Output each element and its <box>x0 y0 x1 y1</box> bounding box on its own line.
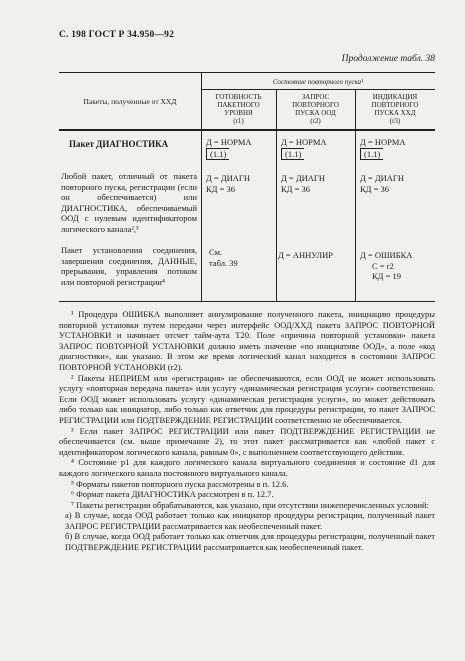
footnote-item: б) В случае, когда ООД работает только как ответчик для процедуры регистрации, полученный пакет ПОДТВЕРЖДЕНИЕ РЕГИСТРАЦИИ рассматривается как необеспеченный пакет. <box>65 531 435 553</box>
footnote-item: а) В случае, когда ООД работает только как инициатор процедуры регистрации, полученный пакет ЗАПРОС РЕГИСТРАЦИИ рассматривается как необеспеченный пакет. <box>65 510 435 531</box>
column-header-packets: Пакеты, полученные от ХХД <box>83 97 177 106</box>
table-cell: Д = ОШИБКА С = r2 КД = 19 <box>360 250 413 281</box>
state-header-r3: ИНДИКАЦИЯ ПОВТОРНОГО ПУСКА ХХД (r3) <box>371 93 419 125</box>
table-cell: См. табл. 39 <box>209 247 238 268</box>
row-label-any-packet: Любой пакет, отличный от пакета повторного пуска, регистрации (если он обеспечивается) или ДИАГНОСТИКА, обеспечиваемый ООД с нулевым идентификатором логического канала²,³ <box>61 171 197 234</box>
page-header: С. 198 ГОСТ Р 34.950—92 <box>59 30 175 40</box>
table-cell: Д = ДИАГН КД = 36 <box>206 173 250 194</box>
footnote: ⁵ Форматы пакетов повторного пуска рассмотрены в п. 12.6. <box>71 478 289 489</box>
footnotes <box>59 309 435 553</box>
state-table <box>59 72 435 302</box>
footnote: ⁴ Состояние p1 для каждого логического канала виртуального соединения и состояние d1 для каждого логического канала постоянного виртуального канала. <box>59 457 435 478</box>
footnote: ¹ Процедура ОШИБКА выполняет аннулирование полученного пакета, инициацию процедуры повторной установки путем передачи через интерфейс ООД/ХХД пакета ЗАПРОС ПОВТОРНОЙ УСТАНОВКИ и начинает отсчет тайм-аута T20. Поле «причина повторной установки» пакета ЗАПРОС ПОВТОРНОЙ УСТАНОВКИ должно иметь значение «по инициативе ООД», а поле «код диагностики», как указано. В этом же время логический канал находится в состоянии ЗАПРОС ПОВТОРНОЙ УСТАНОВКИ (r2). <box>59 309 435 372</box>
table-divider <box>59 130 435 131</box>
table-cell: Д = ДИАГН КД = 36 <box>360 173 404 194</box>
table-cell: Д = НОРМА (1.1) <box>360 137 406 159</box>
table-divider <box>201 89 435 90</box>
table-cell: Д = НОРМА (1.1) <box>206 137 252 159</box>
state-header-r2: ЗАПРОС ПОВТОРНОГО ПУСКА ООД (r2) <box>292 93 339 125</box>
table-cell: Д = НОРМА (1.1) <box>281 137 327 159</box>
table-cell: Д = АННУЛИР <box>278 250 333 260</box>
footnote: ² Пакеты НЕПРИЕМ или «регистрация» не обеспечиваются, если ООД не может использовать услугу «повторная передача пакета» или услугу «динамическая регистрация услуги» соответственно. Если ООД может использовать услугу «динамическая регистрация услуги», но может действовать либо только как инициатор, либо только как ответчик для процедуры регистрации, то пакет ЗАПРОС РЕГИСТРАЦИИ или ПОДТВЕРЖДЕНИЕ РЕГИСТРАЦИИ соответственно не обеспечивается. <box>59 372 435 425</box>
footnote: ⁶ Формат пакета ДИАГНОСТИКА рассмотрен в п. 12.7. <box>71 489 274 500</box>
footnote: ⁷ Пакеты регистрации обрабатываются, как указано, при отсутствии нижеперечисленных условий: <box>71 499 429 510</box>
table-continuation-label: Продолжение табл. 38 <box>341 54 435 64</box>
group-header-restart-state: Состояние повторного пуска¹ <box>272 78 364 86</box>
row-label-diagnostic: Пакет ДИАГНОСТИКА <box>69 139 169 149</box>
row-label-setup-packet: Пакет установления соединения, завершения соединения, ДАННЫЕ, прерывания, управления потоком или повторной регистрации⁴ <box>61 245 197 287</box>
table-cell: Д = ДИАГН КД = 36 <box>281 173 325 194</box>
state-header-r1: ГОТОВНОСТЬ ПАКЕТНОГО УРОВНЯ (r1) <box>215 93 262 125</box>
footnote: ³ Если пакет ЗАПРОС РЕГИСТРАЦИИ или пакет ПОДТВЕРЖДЕНИЕ РЕГИСТРАЦИИ не обеспечивается (см. выше примечание 2), то этот пакет рассматривается как «любой пакет с идентификатором логического канала, равным 0», с выполнением соответствующего действия. <box>59 425 435 457</box>
